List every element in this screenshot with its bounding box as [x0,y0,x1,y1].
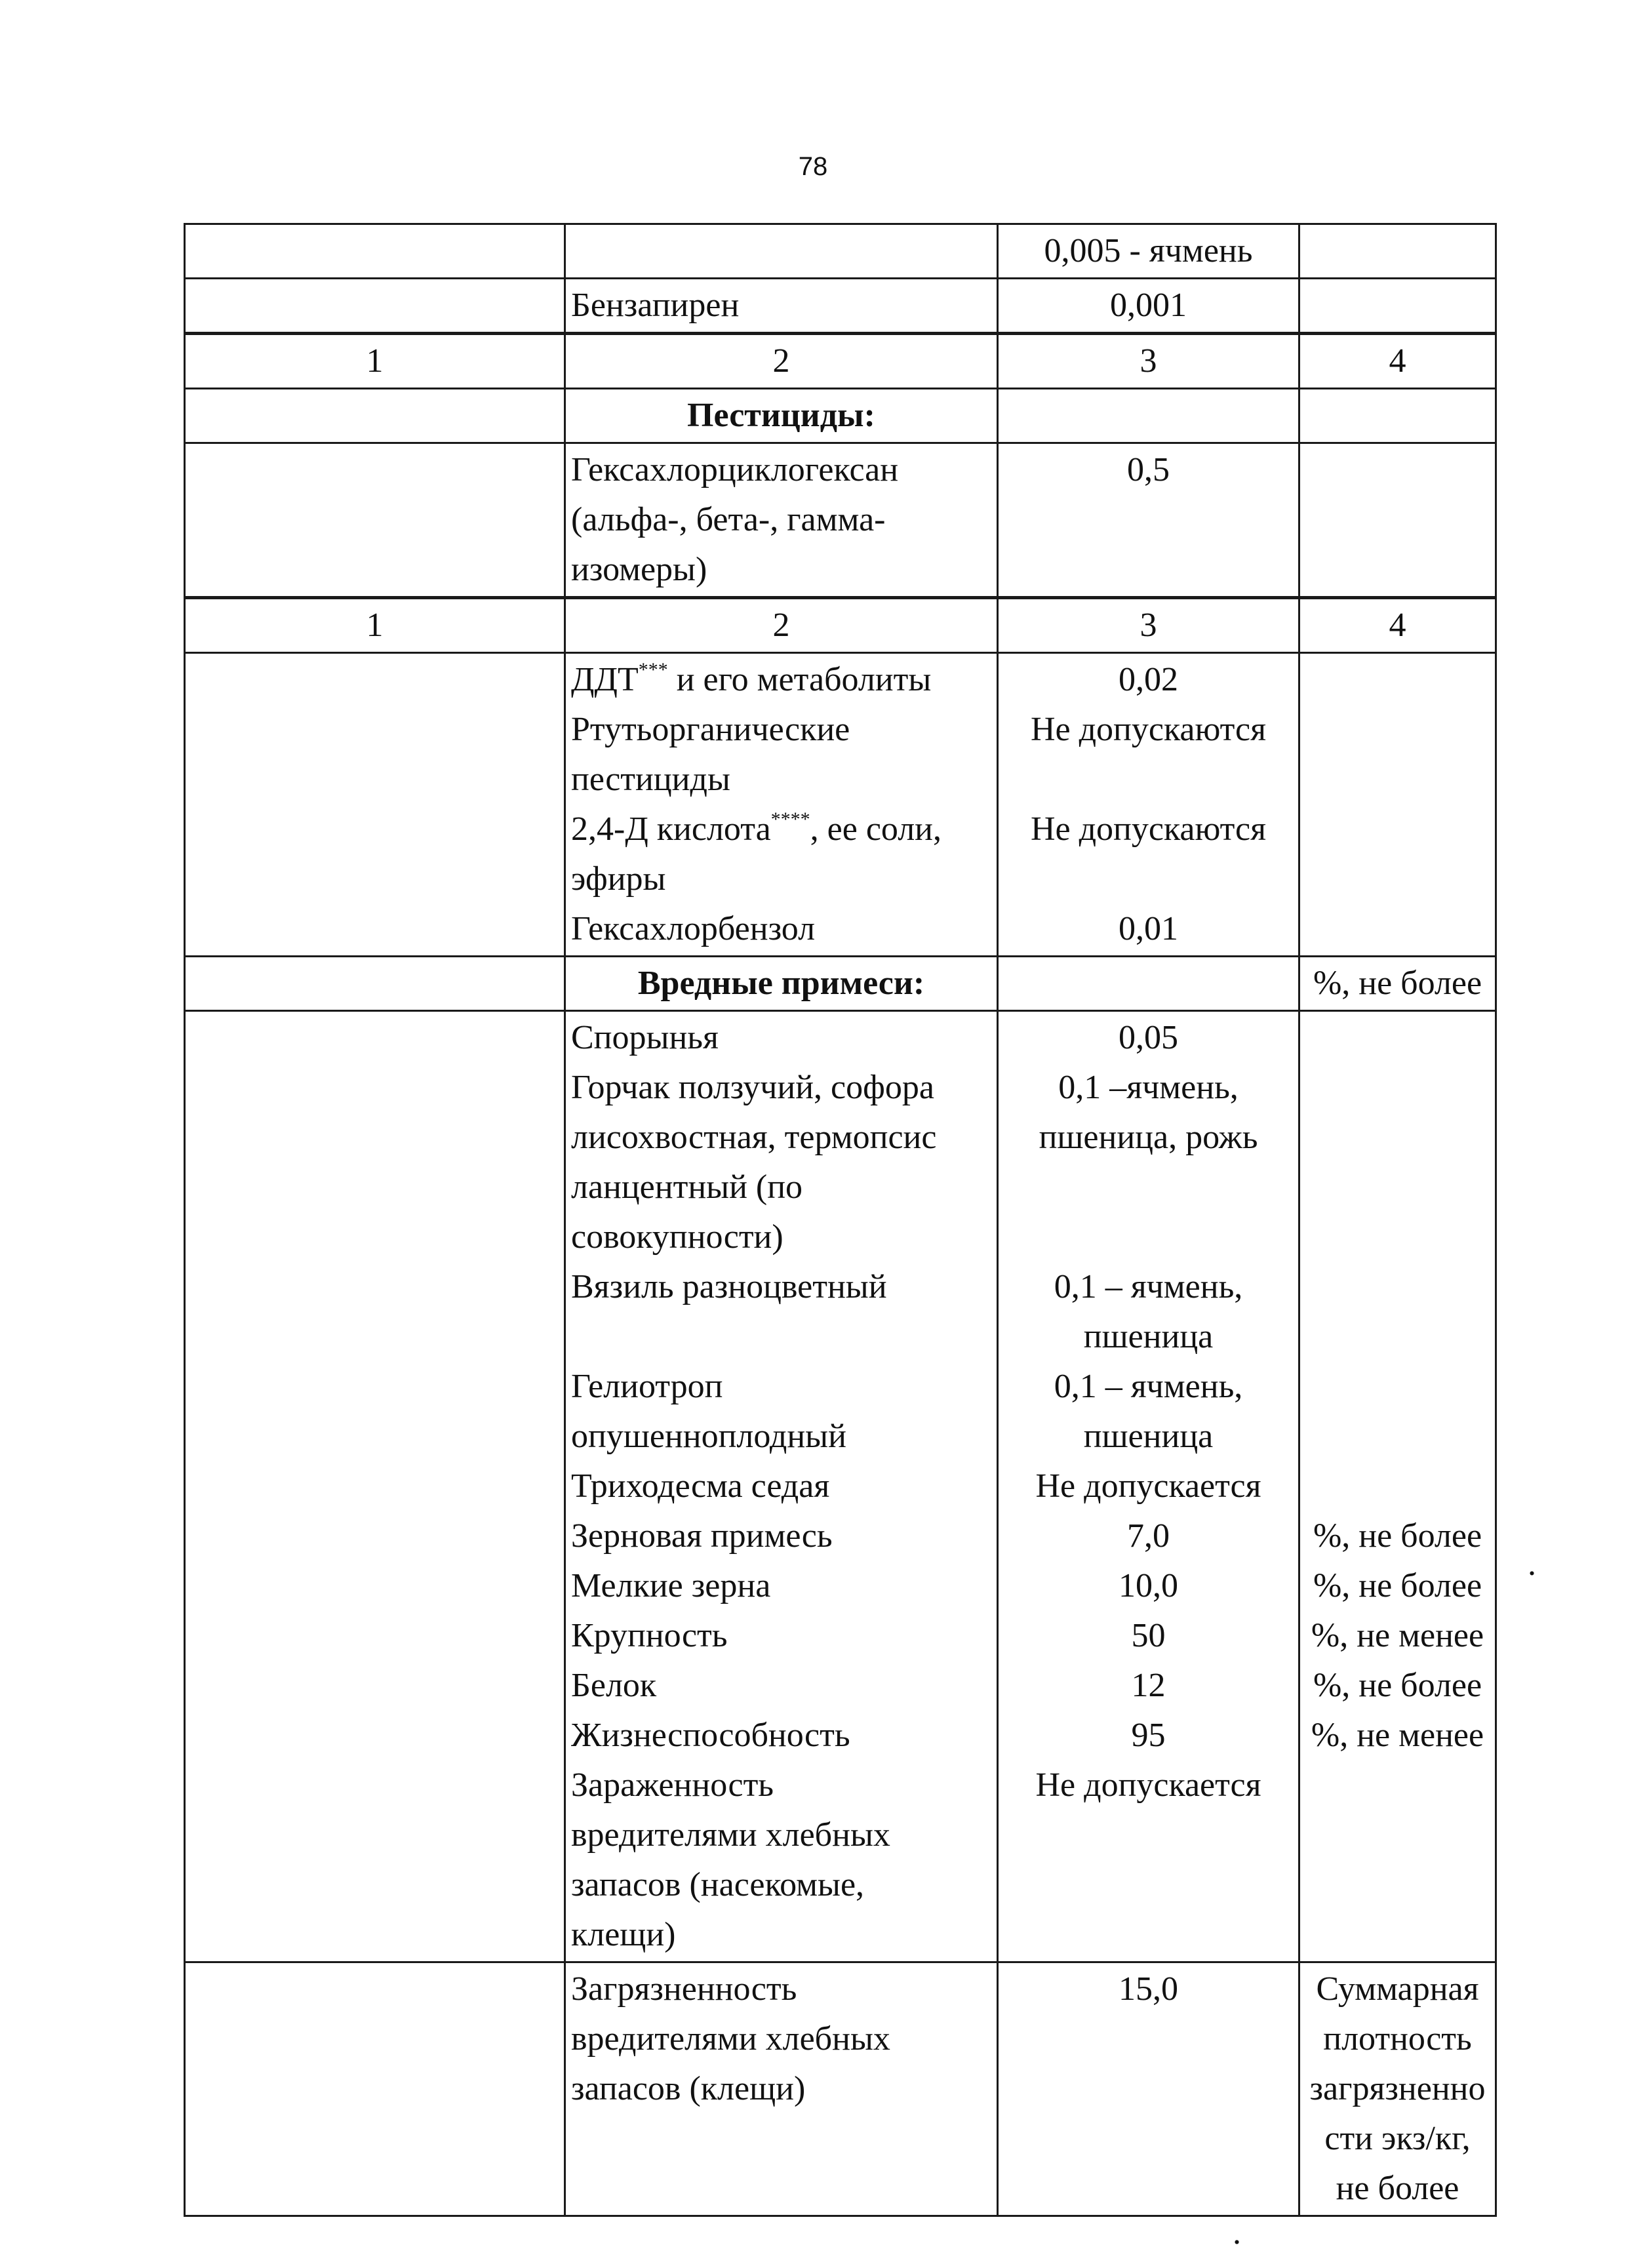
hch-value: 0,5 [998,443,1299,598]
section-heading-row [185,389,1496,443]
contamination-unit: Суммарная плотность загрязненно сти экз/кг, не более [1299,1962,1496,2216]
column-numbers-row [185,598,1496,653]
pesticide-24d: 2,4-Д кислота****, ее соли, [571,808,942,848]
scan-speck: . [1528,1545,1536,1583]
pesticide-ddt: ДДТ*** и его метаболиты [571,659,932,698]
hch-name: Гексахлорциклогексан (альфа-, бета-, гамма- изомеры) [565,443,998,598]
table-row [185,279,1496,334]
impurities-heading: Вредные примеси: [565,957,998,1011]
benzapyrene-name: Бензапирен [565,279,998,334]
table-row [185,1011,1496,1962]
column-number: 2 [565,334,998,389]
column-numbers-row [185,334,1496,389]
pesticide-values: 0,02 Не допускаются Не допускаются 0,01 [998,653,1299,957]
contamination-value: 15,0 [998,1962,1299,2216]
column-number: 4 [1299,598,1496,653]
table-row [185,443,1496,598]
table-row [185,224,1496,279]
column-number: 1 [185,598,565,653]
pesticide-mercury: Ртутьорганические [571,711,850,748]
column-number: 2 [565,598,998,653]
norms-table [184,223,1497,2217]
impurity-values: 0,05 0,1 –ячмень, пшеница, рожь 0,1 – ячмень, пшеница 0,1 – ячмень, пшеница Не допускается 7,0 10,0 50 12 95 Не допускается [998,1011,1299,1962]
section-heading-row [185,957,1496,1011]
page-number: 78 [798,152,828,181]
contamination-name: Загрязненность вредителями хлебных запасов (клещи) [565,1962,998,2216]
scan-speck: . [1233,2214,1241,2252]
impurity-units: %, не более %, не более %, не менее %, не более %, не менее [1299,1011,1496,1962]
table-row [185,1962,1496,2216]
column-number: 3 [998,334,1299,389]
pesticide-names: ДДТ*** и его метаболиты Ртутьорганические пестициды 2,4-Д кислота****, ее соли, эфиры Гексахлорбензол [565,653,998,957]
cont-value-cell: 0,005 - ячмень [998,224,1299,279]
pesticides-heading: Пестициды: [565,389,998,443]
column-number: 3 [998,598,1299,653]
impurities-unit: %, не более [1299,957,1496,1011]
benzapyrene-value: 0,001 [998,279,1299,334]
impurity-names: Спорынья Горчак ползучий, софора лисохвостная, термопсис ланцентный (по совокупности) Вязиль разноцветный Гелиотроп опушенноплодный Триходесма седая Зерновая примесь Мелкие зерна Крупность Белок Жизнеспособность Зараженность вредителями хлебных запасов (насекомые, клещи) [565,1011,998,1962]
pesticide-hcb: Гексахлорбензол [571,910,816,947]
column-number: 4 [1299,334,1496,389]
column-number: 1 [185,334,565,389]
table-row [185,653,1496,957]
